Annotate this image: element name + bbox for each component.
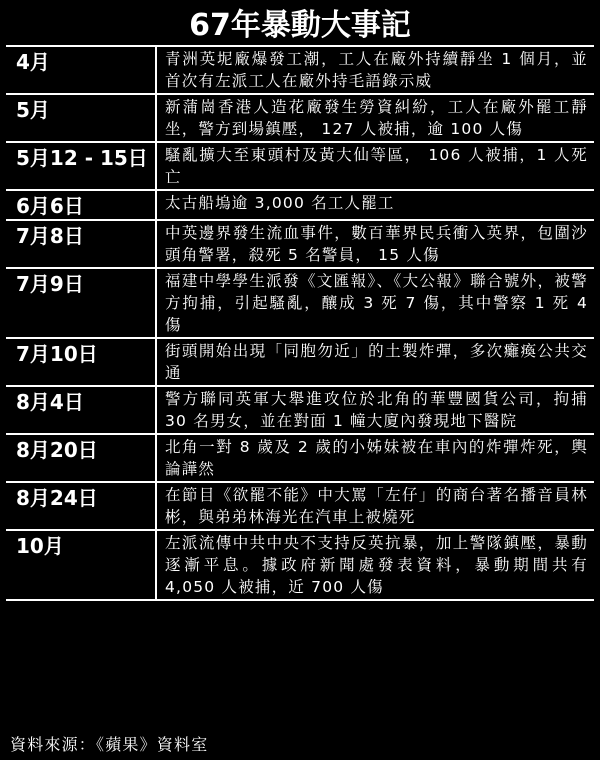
- event-date: 4月: [6, 47, 157, 93]
- timeline-row: [6, 435, 594, 483]
- timeline-row: [6, 387, 594, 435]
- event-description: 北角一對 8 歲及 2 歲的小姊妹被在車內的炸彈炸死，輿論譁然: [165, 438, 588, 478]
- event-description: 騷亂擴大至東頭村及黃大仙等區， 106 人被捕，1 人死亡: [165, 146, 588, 186]
- timeline-row: [6, 483, 594, 531]
- event-description: 警方聯同英軍大舉進攻位於北角的華豐國貨公司，拘捕 30 名男女，並在對面 1 幢大廈內發現地下醫院: [165, 390, 588, 430]
- event-date: 7月9日: [6, 269, 157, 337]
- timeline-table: [6, 45, 594, 601]
- event-date: 8月20日: [6, 435, 157, 481]
- event-date: 5月: [6, 95, 157, 141]
- timeline-row: [6, 339, 594, 387]
- event-description: 新蒲崗香港人造花廠發生勞資糾紛，工人在廠外罷工靜坐，警方到場鎮壓， 127 人被捕，逾 100 人傷: [165, 98, 588, 138]
- event-date: 7月10日: [6, 339, 157, 385]
- timeline-row: [6, 269, 594, 339]
- event-date: 7月8日: [6, 221, 157, 267]
- timeline-row: [6, 95, 594, 143]
- event-description: 福建中學學生派發《文匯報》、《大公報》聯合號外，被警方拘捕，引起騷亂，釀成 3 死 7 傷，其中警察 1 死 4 傷: [165, 272, 588, 334]
- event-date: 6月6日: [6, 191, 157, 219]
- source-credit: 資料來源：《蘋果》資料室: [10, 735, 209, 754]
- event-description: 青洲英坭廠爆發工潮，工人在廠外持續靜坐 1 個月，並首次有左派工人在廠外持毛語錄示威: [165, 50, 588, 90]
- event-date: 8月24日: [6, 483, 157, 529]
- event-date: 10月: [6, 531, 157, 599]
- event-description: 街頭開始出現「同胞勿近」的土製炸彈，多次癱瘓公共交通: [165, 342, 588, 382]
- page-title: 67年暴動大事記: [189, 8, 411, 43]
- event-date: 5月12 - 15日: [6, 143, 157, 189]
- timeline-row: [6, 191, 594, 221]
- event-description: 在節目《欲罷不能》中大罵「左仔」的商台著名播音員林彬，與弟弟林海光在汽車上被燒死: [165, 486, 588, 526]
- event-description: 中英邊界發生流血事件，數百華界民兵衝入英界，包圍沙頭角警署，殺死 5 名警員， 15 人傷: [165, 224, 588, 264]
- timeline-row: [6, 143, 594, 191]
- timeline-row: [6, 221, 594, 269]
- event-date: 8月4日: [6, 387, 157, 433]
- event-description: 左派流傳中共中央不支持反英抗暴，加上警隊鎮壓，暴動逐漸平息。據政府新聞處發表資料，暴動期間共有 4,050 人被捕，近 700 人傷: [165, 534, 588, 596]
- event-description: 太古船塢逾 3,000 名工人罷工: [165, 194, 395, 212]
- timeline-row: [6, 47, 594, 95]
- timeline-row: [6, 531, 594, 601]
